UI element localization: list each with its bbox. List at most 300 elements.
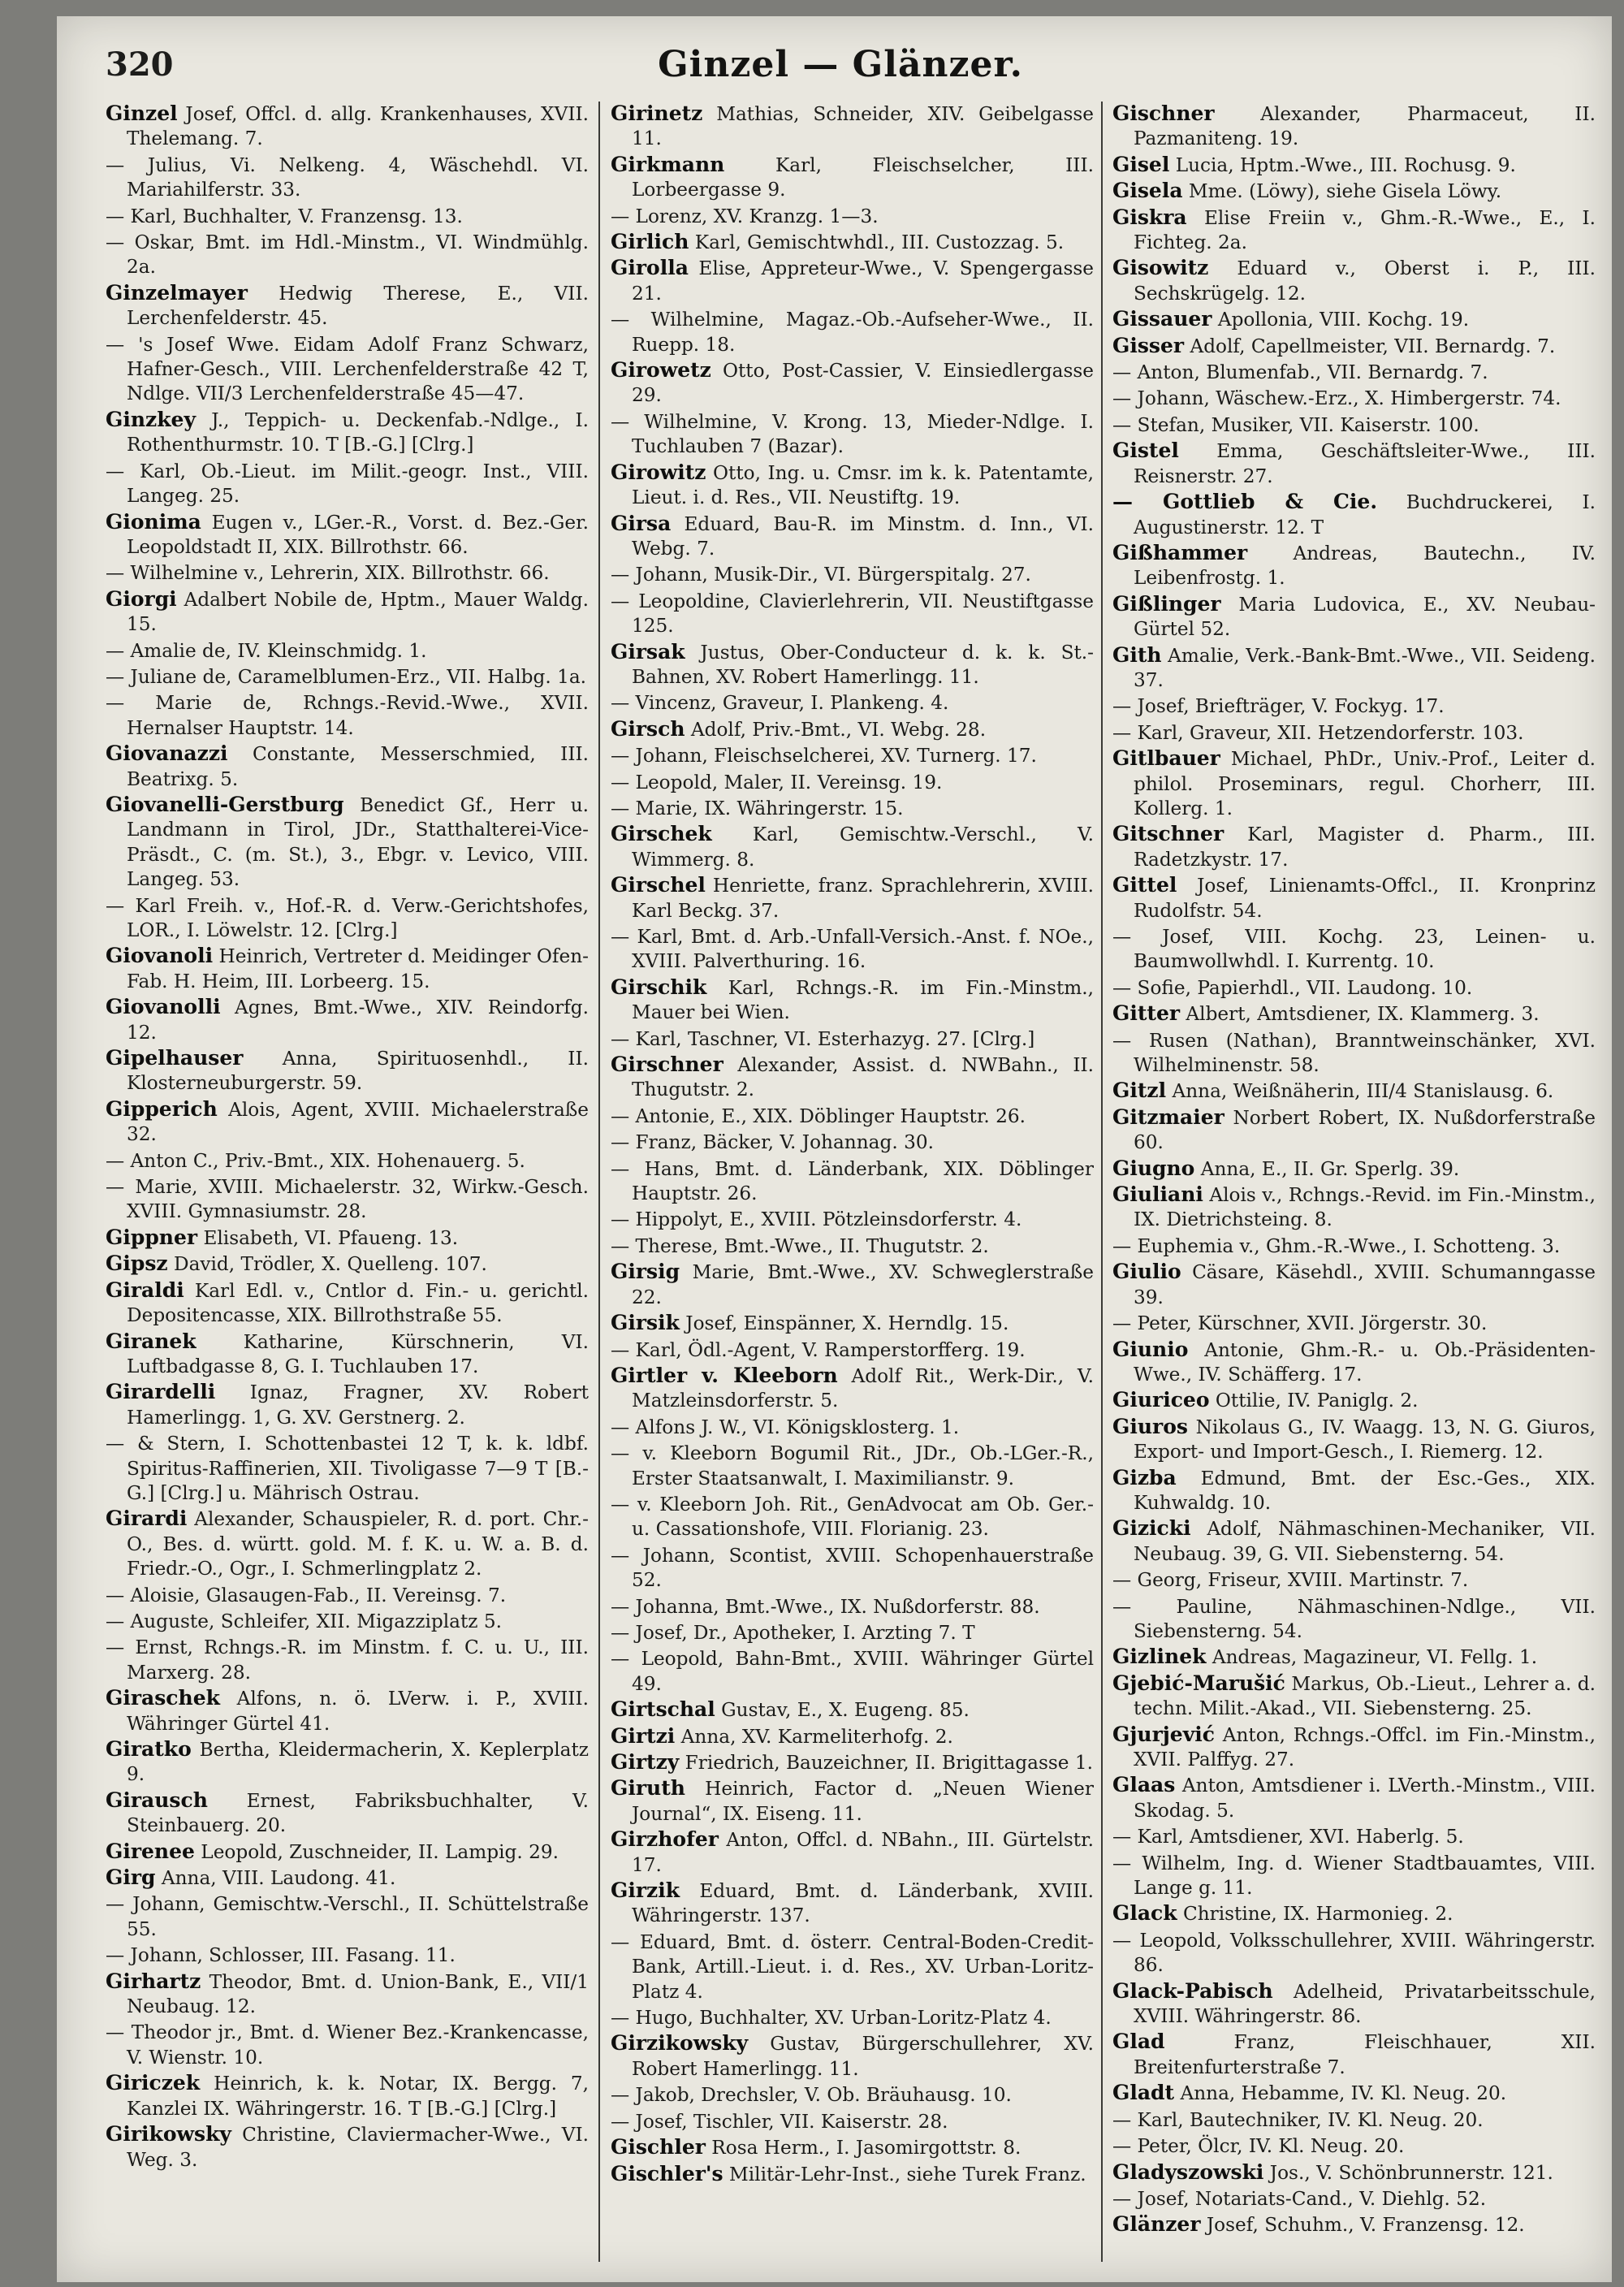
entry-surname: Gitter [1112,1001,1181,1026]
entry-details: — Anton C., Priv.-Bmt., XIX. Hohenauerg. 5. [106,1149,525,1172]
entry-surname: Girzhofer [611,1827,719,1852]
directory-page [57,16,1612,2282]
entry-details: — Josef, Dr., Apotheker, I. Arzting 7. T [611,1621,975,1644]
entry-details: — Karl, Amtsdiener, XVI. Haberlg. 5. [1112,1826,1464,1848]
directory-entry [106,1737,589,1788]
entry-details: Elisabeth, VI. Pfaueng. 13. [203,1226,459,1249]
entry-details: Adalbert Nobile de, Hptm., Mauer Waldg. 15. [127,588,589,636]
entry-details: — Johanna, Bmt.-Wwe., IX. Nußdorferstr. 88. [611,1595,1040,1618]
directory-entry [106,638,589,664]
entry-details: — Leopoldine, Clavierlehrerin, VII. Neustiftgasse 125. [611,590,1094,638]
entry-details: Josef, Offcl. d. allg. Krankenhauses, XVII. Thelemang. 7. [127,103,589,150]
entry-details: Anna, Weißnäherin, III/4 Stanislausg. 6. [1172,1080,1554,1103]
entry-details: Markus, Ob.-Lieut., Lehrer a. d. techn. Milit.-Akad., VII. Siebensterng. 25. [1134,1672,1596,1720]
directory-entry [106,1431,589,1506]
entry-details: — Rusen (Nathan), Branntweinschänker, XVI. Wilhelminenstr. 58. [1112,1029,1596,1077]
directory-entry [106,1278,589,1329]
directory-entry [611,770,1094,795]
directory-column-2 [611,102,1094,2270]
directory-entry [1112,694,1596,719]
entry-details: — Marie de, Rchngs.-Revid.-Wwe., XVII. Hernalser Hauptstr. 14. [106,692,589,739]
entry-surname: Gizicki [1112,1516,1191,1541]
directory-entry [1112,643,1596,694]
directory-entry [611,1415,1094,1440]
directory-entry [611,2162,1094,2187]
entry-surname: Gißlinger [1112,591,1221,616]
directory-entry [611,562,1094,587]
directory-entry [1112,1928,1596,1978]
directory-entry [611,640,1094,690]
entry-details: Albert, Amtsdiener, IX. Klammerg. 3. [1186,1003,1540,1026]
entry-surname: Giugno [1112,1156,1195,1180]
entry-surname: Gisela [1112,179,1183,203]
directory-entry [106,995,589,1045]
entry-surname: Giunio [1112,1337,1189,1361]
entry-details: Agnes, Bmt.-Wwe., XIV. Reindorfg. 12. [127,997,589,1044]
entry-surname: Girardelli [106,1380,216,1404]
directory-entry [611,1646,1094,1697]
entry-details: — Jakob, Drechsler, V. Ob. Bräuhausg. 10. [611,2084,1012,2107]
directory-entry [611,975,1094,1026]
directory-entry [611,924,1094,975]
entry-details: Gustav, E., X. Eugeng. 85. [721,1699,970,1722]
entry-surname: Gipsz [106,1252,168,1276]
directory-entry [1112,1001,1596,1027]
entry-surname: Giranek [106,1329,197,1353]
entry-details: — Karl, Ödl.-Agent, V. Ramperstorfferg. 19. [611,1338,1026,1361]
entry-details: Buchdruckerei, I. Augustinerstr. 12. T [1134,491,1596,538]
entry-details: — Peter, Kürschner, XVII. Jörgerstr. 30. [1112,1312,1488,1335]
entry-surname: Giovanolli [106,995,221,1019]
entry-details: Karl Edl. v., Cntlor d. Fin.- u. gerichtl. Depositencasse, XIX. Billrothstraße 55. [127,1279,589,1327]
entry-details: — Hugo, Buchhalter, XV. Urban-Loritz-Platz 4. [611,2007,1052,2030]
directory-entry [1112,1851,1596,1901]
entry-details: Eduard, Bmt. d. Länderbank, XVIII. Währingerstr. 137. [632,1880,1094,1927]
directory-entry [611,1930,1094,2004]
entry-details: Karl, Fleischselcher, III. Lorbeergasse 9. [632,153,1094,201]
entry-surname: Giruth [611,1776,685,1801]
entry-surname: Girlich [611,230,689,254]
entry-details: — Georg, Friseur, XVIII. Martinstr. 7. [1112,1569,1469,1592]
directory-entry [106,1891,589,1942]
entry-surname: Giovanelli-Gerstburg [106,792,344,816]
entry-details: — Therese, Bmt.-Wwe., II. Thugutstr. 2. [611,1234,989,1257]
entry-details: Anna, Spirituosenhdl., II. Klosterneuburgerstr. 59. [127,1048,589,1095]
entry-details: Emma, Geschäftsleiter-Wwe., III. Reisnerstr. 27. [1134,440,1596,487]
directory-entry [1112,490,1596,540]
entry-details: Jos., V. Schönbrunnerstr. 121. [1269,2161,1553,2184]
directory-entry [611,1260,1094,1310]
directory-entry [1112,1824,1596,1849]
entry-details: Bertha, Kleidermacherin, X. Keplerplatz 9. [127,1739,589,1786]
directory-entry [106,2122,589,2172]
entry-details: Gustav, Bürgerschullehrer, XV. Robert Hamerlingg. 11. [632,2033,1094,2080]
directory-entry [611,2005,1094,2030]
directory-entry [1112,1645,1596,1670]
directory-entry [1112,1466,1596,1516]
entry-surname: Gisser [1112,333,1185,357]
entry-details: Katharine, Kürschnerin, VI. Luftbadgasse 8, G. I. Tuchlauben 17. [127,1330,589,1377]
directory-entry [1112,2212,1596,2237]
directory-entry [611,1594,1094,1619]
entry-surname: Girschner [611,1053,723,1077]
entry-details: Ernest, Fabriksbuchhalter, V. Steinbauerg. 20. [127,1789,589,1837]
directory-entry [106,1686,589,1736]
entry-details: Heinrich, k. k. Notar, IX. Bergg. 7, Kanzlei IX. Währingerstr. 16. T [B.-G.] [Clrg.] [127,2073,589,2120]
entry-surname: Gith [1112,642,1162,667]
entry-surname: Girowetz [611,358,711,383]
entry-details: Eduard, Bau-R. im Minstm. d. Inn., VI. Webg. 7. [632,512,1094,560]
entry-surname: Giraldi [106,1278,184,1302]
entry-surname: Ginzelmayer [106,280,248,305]
directory-column-3 [1112,102,1596,2270]
directory-entry [1112,1567,1596,1593]
entry-surname: Gipperich [106,1096,218,1121]
directory-entry [611,307,1094,357]
directory-entry [611,1338,1094,1363]
entry-details: Franz, Fleischhauer, XII. Breitenfurterstraße 7. [1134,2031,1596,2078]
entry-surname: Giskra [1112,205,1187,229]
directory-entry [106,1046,589,1096]
entry-details: — Josef, Notariats-Cand., V. Diehlg. 52. [1112,2187,1487,2210]
directory-entry [1112,1338,1596,1388]
directory-entry [611,1104,1094,1129]
directory-entry [611,102,1094,152]
directory-entry [1112,1723,1596,1773]
directory-entry [1112,1311,1596,1336]
directory-entry [1112,1901,1596,1926]
directory-entry [1112,975,1596,1001]
entry-details: David, Trödler, X. Quelleng. 107. [173,1253,487,1276]
entry-details: Alexander, Schauspieler, R. d. port. Chr.-O., Bes. d. württ. gold. M. f. K. u. W. a. B. d. Friedr.-O., Ogr., I. Schmerlingplatz 2. [127,1508,589,1580]
entry-details: Justus, Ober-Conducteur d. k. k. St.-Bahnen, XV. Robert Hamerlingg. 11. [632,641,1094,688]
entry-surname: Gladyszowski [1112,2159,1264,2184]
entry-details: Adolf Rit., Werk-Dir., V. Matzleinsdorferstr. 5. [632,1364,1094,1412]
entry-details: — Leopold, Volksschullehrer, XVIII. Währingerstr. 86. [1112,1929,1596,1977]
entry-details: — Hippolyt, E., XVIII. Pötzleinsdorferstr. 4. [611,1208,1022,1231]
entry-surname: Glaas [1112,1773,1176,1797]
entry-surname: Girausch [106,1788,208,1812]
entry-details: Otto, Ing. u. Cmsr. im k. k. Patentamte, Lieut. i. d. Res., VII. Neustiftg. 19. [632,461,1094,509]
entry-surname: Gisowitz [1112,256,1209,280]
entry-details: — Marie, IX. Währingerstr. 15. [611,797,904,819]
entry-details: Lucia, Hptm.-Wwe., III. Rochusg. 9. [1175,153,1516,176]
entry-surname: Gladt [1112,2081,1175,2105]
entry-details: Karl, Gemischtw.-Verschl., V. Wimmerg. 8. [632,824,1094,871]
entry-surname: Giuliani [1112,1182,1203,1207]
directory-entry [106,587,589,638]
directory-entry [106,560,589,586]
entry-surname: Girzikowsky [611,2031,749,2056]
directory-entry [106,664,589,690]
entry-surname: Gittel [1112,873,1177,897]
directory-entry [106,1148,589,1174]
directory-entry [106,1380,589,1430]
directory-entry [1112,102,1596,152]
directory-entry [106,459,589,509]
entry-surname: Gischner [1112,102,1215,125]
directory-entry [611,358,1094,409]
page-header [106,41,1575,97]
entry-details: Eduard v., Oberst i. P., III. Sechskrügelg. 12. [1134,257,1596,305]
entry-details: — Wilhelm, Ing. d. Wiener Stadtbauamtes, VIII. Lange g. 11. [1112,1852,1596,1900]
column-divider [1101,102,1103,2262]
directory-entry [1112,873,1596,923]
directory-entry [1112,334,1596,359]
entry-details: Alfons, n. ö. LVerw. i. P., XVIII. Währinger Gürtel 41. [127,1688,589,1735]
directory-entry [106,1840,589,1865]
entry-surname: Gipelhauser [106,1046,244,1070]
entry-details: Norbert Robert, IX. Nußdorferstraße 60. [1134,1106,1596,1154]
entry-surname: Giratko [106,1737,192,1761]
entry-details: — Auguste, Schleifer, XII. Migazziplatz 5. [106,1610,502,1632]
entry-surname: Girsch [611,716,685,741]
entry-surname: Glack-Pabisch [1112,1978,1273,2003]
directory-entry [106,1635,589,1685]
entry-details: — Johann, Musik-Dir., VI. Bürgerspitalg. 27. [611,564,1031,586]
directory-entry [611,1750,1094,1775]
running-title: Ginzel — Glänzer. [658,44,1023,85]
entry-details: Elise Freiin v., Ghm.-R.-Wwe., E., I. Fichteg. 2a. [1134,206,1596,254]
entry-details: — Karl, Bautechniker, IV. Kl. Neug. 20. [1112,2108,1484,2131]
directory-entry [611,1724,1094,1749]
entry-surname: Gitlbauer [1112,746,1220,771]
directory-entry [611,512,1094,562]
directory-entry [106,893,589,944]
directory-entry [106,1583,589,1608]
directory-entry [611,1441,1094,1491]
entry-surname: Giuriceo [1112,1388,1210,1412]
directory-entry [1112,746,1596,821]
entry-details: — Theodor jr., Bmt. d. Wiener Bez.-Krankencasse, V. Wienstr. 10. [106,2021,589,2069]
entry-details: — Karl, Buchhalter, V. Franzensg. 13. [106,205,463,227]
entry-surname: Gitzl [1112,1079,1167,1103]
entry-details: Anton, Offcl. d. NBahn., III. Gürtelstr. 17. [632,1829,1094,1876]
directory-entry [1112,256,1596,306]
directory-entry [611,1053,1094,1103]
entry-surname: Gizba [1112,1465,1177,1489]
entry-details: — Leopold, Maler, II. Vereinsg. 19. [611,771,943,793]
entry-details: — Alfons J. W., VI. Königsklosterg. 1. [611,1416,960,1438]
directory-entry [1112,307,1596,332]
entry-details: — Johann, Fleischselcherei, XV. Turnerg. 17. [611,745,1037,767]
directory-entry [1112,2108,1596,2133]
entry-details: Ottilie, IV. Paniglg. 2. [1215,1390,1419,1412]
directory-entry [611,743,1094,768]
directory-entry [106,1943,589,1968]
entry-details: — Karl, Bmt. d. Arb.-Unfall-Versich.-Anst. f. NOe., XVIII. Palverthuring. 16. [611,926,1094,973]
directory-entry [106,1329,589,1380]
entry-details: — Wilhelmine, V. Krong. 13, Mieder-Ndlge. I. Tuchlauben 7 (Bazar). [611,410,1094,458]
entry-details: — Sofie, Papierhdl., VII. Laudong. 10. [1112,976,1473,999]
directory-entry [1112,205,1596,256]
entry-details: Adelheid, Privatarbeitsschule, XVIII. Währingerstr. 86. [1134,1980,1596,2028]
directory-entry [1112,179,1596,204]
entry-details: Anna, VIII. Laudong. 41. [161,1867,396,1890]
entry-details: Ignaz, Fragner, XV. Robert Hamerlingg. 1, G. XV. Gerstnerg. 2. [127,1381,589,1429]
directory-entry [611,2031,1094,2082]
entry-details: Josef, Linienamts-Offcl., II. Kronprinz Rudolfstr. 54. [1134,875,1596,922]
entry-surname: Giuros [1112,1414,1188,1438]
directory-entry [611,1130,1094,1155]
directory-entry [106,1788,589,1839]
entry-details: Alexander, Assist. d. NWBahn., II. Thugutstr. 2. [632,1054,1094,1101]
entry-details: Eugen v., LGer.-R., Vorst. d. Bez.-Ger. Leopoldstadt II, XIX. Billrothstr. 66. [127,511,589,558]
directory-entry [106,1969,589,2020]
entry-surname: — Gottlieb & Cie. [1112,490,1378,514]
directory-entry [1112,1182,1596,1233]
directory-column-1 [106,102,589,2270]
directory-entry [1112,541,1596,591]
entry-surname: Glänzer [1112,2212,1201,2237]
directory-entry [106,204,589,229]
entry-details: Josef, Einspänner, X. Herndlg. 15. [685,1312,1009,1335]
entry-details: — Franz, Bäcker, V. Johannag. 30. [611,1131,934,1154]
entry-details: Apollonia, VIII. Kochg. 19. [1217,309,1470,331]
directory-entry [1112,2081,1596,2106]
entry-details: Henriette, franz. Sprachlehrerin, XVIII. Karl Beckg. 37. [632,875,1094,922]
entry-details: Edmund, Bmt. der Esc.-Ges., XIX. Kuhwaldg. 10. [1134,1467,1596,1514]
directory-entry [106,1507,589,1581]
directory-entry [611,1827,1094,1878]
entry-details: — Antonie, E., XIX. Döblinger Hauptstr. 26. [611,1105,1026,1127]
directory-entry [611,796,1094,821]
entry-surname: Gistel [1112,439,1179,463]
directory-entry [611,1234,1094,1259]
entry-details: — Oskar, Bmt. im Hdl.-Minstm., VI. Windmühlg. 2a. [106,231,589,279]
entry-surname: Girsig [611,1260,680,1284]
directory-entry [611,2082,1094,2108]
directory-entry [106,2071,589,2121]
entry-surname: Gjebić-Marušić [1112,1671,1285,1695]
entry-details: Adolf, Priv.-Bmt., VI. Webg. 28. [690,718,987,741]
entry-details: Karl, Magister d. Pharm., III. Radetzkystr. 17. [1134,824,1596,871]
entry-details: — 's Josef Wwe. Eidam Adolf Franz Schwarz, Hafner-Gesch., VIII. Lerchenfelderstraße 42 T, Ndlge. VII/3 Lerchenfelderstraße 45—47. [106,333,589,405]
entry-details: — Karl Freih. v., Hof.-R. d. Verw.-Gerichtshofes, LOR., I. Löwelstr. 12. [Clrg.] [106,894,589,941]
entry-surname: Girikowsky [106,2122,231,2146]
directory-entry [106,153,589,203]
entry-surname: Giulio [1112,1260,1181,1284]
directory-entry [106,332,589,407]
entry-surname: Girschel [611,873,706,897]
entry-surname: Girzik [611,1878,680,1903]
entry-details: — Pauline, Nähmaschinen-Ndlge., VII. Siebensterng. 54. [1112,1595,1596,1642]
directory-entry [106,1609,589,1634]
entry-surname: Ginzkey [106,407,196,431]
entry-surname: Girsak [611,639,685,664]
entry-surname: Gißhammer [1112,540,1248,564]
directory-entry [1112,1105,1596,1156]
directory-entry [1112,1156,1596,1182]
directory-entry [106,793,589,893]
entry-details: Rosa Herm., I. Jasomirgottstr. 8. [711,2137,1021,2159]
entry-surname: Glack [1112,1901,1177,1926]
entry-surname: Glad [1112,2030,1165,2054]
directory-entry [106,690,589,741]
entry-details: — Johann, Gemischtw.-Verschl., II. Schüttelstraße 55. [106,1893,589,1940]
entry-details: — Marie, XVIII. Michaelerstr. 32, Wirkw.-Gesch. XVIII. Gymnasiumstr. 28. [106,1176,589,1223]
entry-details: — Johann, Wäschew.-Erz., X. Himbergerstr. 74. [1112,387,1561,410]
directory-entry [611,1776,1094,1827]
entry-details: Elise, Appreteur-Wwe., V. Spengergasse 21. [632,257,1094,305]
entry-details: — Euphemia v., Ghm.-R.-Wwe., I. Schotteng. 3. [1112,1234,1561,1257]
directory-entry [1112,1773,1596,1823]
directory-entry [611,1543,1094,1593]
entry-surname: Gisel [1112,152,1170,176]
entry-details: — & Stern, I. Schottenbastei 12 T, k. k. ldbf. Spiritus-Raffinerien, XII. Tivoligasse 7—9 T [B.-G.] [Clrg.] u. Mährisch Ostrau. [106,1433,589,1504]
directory-entry [611,1311,1094,1336]
entry-surname: Gizlinek [1112,1645,1207,1669]
directory-entry [1112,1388,1596,1413]
entry-details: Anton, Amtsdiener i. LVerth.-Minstm., VIII. Skodag. 5. [1134,1775,1596,1822]
entry-details: — Hans, Bmt. d. Länderbank, XIX. Döblinger Hauptstr. 26. [611,1157,1094,1205]
directory-entry [1112,360,1596,385]
directory-entry [1112,720,1596,746]
entry-details: — Karl, Ob.-Lieut. im Milit.-geogr. Inst., VIII. Langeg. 25. [106,460,589,508]
entry-details: — Amalie de, IV. Kleinschmidg. 1. [106,639,427,662]
directory-entry [1112,822,1596,872]
directory-entry [611,204,1094,229]
entry-surname: Girkmann [611,152,725,176]
entry-surname: Gitzmaier [1112,1105,1224,1129]
entry-surname: Gissauer [1112,307,1212,331]
entry-surname: Giorgi [106,586,177,611]
entry-surname: Girardi [106,1507,188,1531]
directory-entry [611,717,1094,742]
entry-details: Andreas, Magazineur, VI. Fellg. 1. [1212,1646,1538,1669]
directory-entry [611,1492,1094,1542]
entry-details: — Josef, Briefträger, V. Fockyg. 17. [1112,695,1445,718]
entry-details: — Anton, Blumenfab., VII. Bernardg. 7. [1112,361,1488,384]
entry-details: — Johann, Scontist, XVIII. Schopenhauerstraße 52. [611,1544,1094,1592]
entry-surname: Girowitz [611,460,706,484]
entry-surname: Ginzel [106,102,178,125]
directory-entry [611,2109,1094,2134]
directory-entry [106,2020,589,2070]
directory-entry [1112,1415,1596,1465]
entry-surname: Giovanoli [106,944,214,968]
directory-entry [611,873,1094,923]
directory-entry [1112,1516,1596,1567]
directory-entry [611,822,1094,872]
entry-details: Constante, Messerschmied, III. Beatrixg. 5. [127,743,589,790]
entry-details: — Vincenz, Graveur, I. Plankeng. 4. [611,692,949,715]
entry-details: — Leopold, Bahn-Bmt., XVIII. Währinger Gürtel 49. [611,1648,1094,1695]
entry-details: Heinrich, Vertreter d. Meidinger Ofen-Fab. H. Heim, III. Lorbeerg. 15. [127,945,589,992]
entry-details: Adolf, Capellmeister, VII. Bernardg. 7. [1190,335,1556,357]
directory-entry [611,1620,1094,1645]
entry-details: Josef, Schuhm., V. Franzensg. 12. [1206,2214,1525,2237]
directory-entry [106,1174,589,1225]
directory-entry [1112,386,1596,411]
directory-entry [1112,1979,1596,2030]
directory-entry [106,230,589,280]
entry-details: — Josef, VIII. Kochg. 23, Leinen- u. Baumwollwhdl. I. Kurrentg. 10. [1112,926,1596,973]
directory-entry [106,944,589,994]
directory-entry [106,1097,589,1148]
entry-details: Mathias, Schneider, XIV. Geibelgasse 11. [632,103,1094,150]
entry-details: — Eduard, Bmt. d. österr. Central-Boden-Credit-Bank, Artill.-Lieut. i. d. Res., XV. Urban-Loritz-Platz 4. [611,1930,1094,2003]
entry-surname: Girinetz [611,102,703,125]
entry-details: Adolf, Nähmaschinen-Mechaniker, VII. Neubaug. 39, G. VII. Siebensterng. 54. [1134,1518,1596,1565]
entry-surname: Giriczek [106,2071,201,2095]
entry-details: Anna, XV. Karmeliterhofg. 2. [680,1725,953,1748]
directory-entry [106,1865,589,1891]
directory-entry [106,510,589,560]
directory-entry [611,153,1094,203]
entry-surname: Girhartz [106,1969,201,1993]
directory-entry [106,281,589,331]
